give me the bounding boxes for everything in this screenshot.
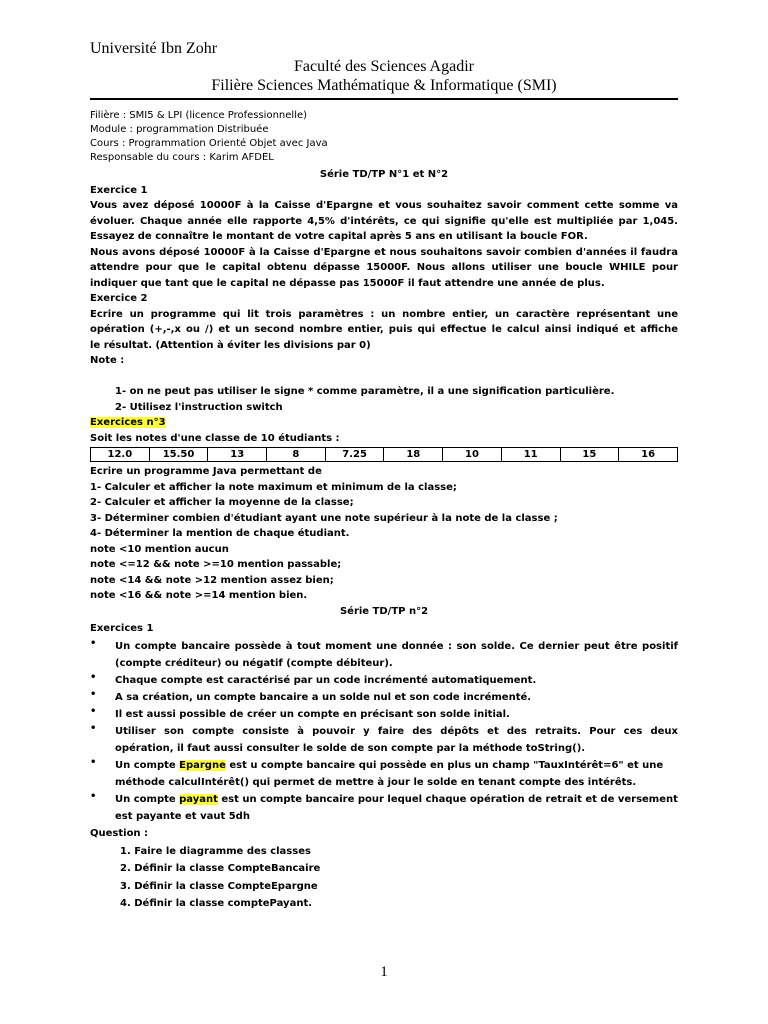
exercise3-line: note <=12 && note >=10 mention passable; — [90, 559, 342, 570]
serie1-title: Série TD/TP N°1 et N°2 — [319, 169, 449, 180]
course-meta — [90, 109, 328, 165]
bullet-item — [90, 689, 678, 706]
exercise2-line: Ecrire un programme qui lit trois paramètres : un nombre entier, un caractère représentant une — [90, 308, 678, 320]
grade-cell: 18 — [384, 448, 443, 462]
note-item: 1- on ne peut pas utiliser le signe * comme paramètre, il a une signification particulière. — [115, 386, 615, 397]
exercise3-title: Exercices n°3 — [90, 417, 166, 428]
grade-cell: 15 — [560, 448, 619, 462]
exercise1-line: indiquer que tant que le capital ne dépasse pas 15000F il faut attendre une année de plus. — [90, 277, 605, 289]
blank-line — [90, 369, 678, 385]
exercise1-title: Exercice 1 — [90, 184, 148, 196]
grade-cell: 15.50 — [149, 448, 208, 462]
bullet-dot: • — [90, 706, 97, 717]
exercise1-line: évoluer. Chaque année elle rapporte 4,5% d'intérêts, ce qui signifie qu'elle est multipliée par 1,045. — [90, 215, 678, 227]
question-item: 3. Définir la classe CompteEpargne — [120, 880, 318, 892]
page-number: 1 — [380, 964, 388, 980]
highlight-epargne: Epargne — [179, 760, 226, 771]
note-item: 2- Utilisez l'instruction switch — [115, 401, 283, 413]
bullet-item — [90, 723, 678, 757]
filiere-name: Filière Sciences Mathématique & Informatique (SMI) — [211, 77, 557, 94]
exercise3-line: 1- Calculer et afficher la note maximum et minimum de la classe; — [90, 481, 457, 493]
bullet-item — [90, 638, 678, 672]
grade-cell: 10 — [443, 448, 502, 462]
note-label: Note : — [90, 355, 125, 366]
bullet-dot: • — [90, 638, 97, 649]
bullet-text: est u compte bancaire qui possède en plus un champ "TauxIntérêt=6" et une — [225, 760, 664, 771]
exercise3-line: Ecrire un programme Java permettant de — [90, 466, 322, 477]
exercise3-line: note <10 mention aucun — [90, 543, 229, 555]
bullet-line: est payante et vaut 5dh — [115, 811, 250, 822]
bullet-dot: • — [90, 672, 97, 683]
bullet-line: méthode calculIntérêt() qui permet de mettre à jour le solde en tenant compte des intérêts. — [115, 777, 637, 788]
grade-cell: 7.25 — [325, 448, 384, 462]
bullet-line: A sa création, un compte bancaire a un solde nul et son code incrémenté. — [115, 692, 532, 703]
exercise1-line: attendre pour que le capital obtenu dépasse 15000F. Nous allons utiliser une boucle WHILE pour — [90, 262, 678, 273]
grade-cell: 11 — [501, 448, 560, 462]
bullet-line: (compte créditeur) ou négatif (compte débiteur). — [115, 658, 393, 669]
exercise3-line: 4- Déterminer la mention de chaque étudiant. — [90, 528, 350, 539]
question-item: 4. Définir la classe comptePayant. — [120, 897, 313, 909]
grades-row — [91, 448, 678, 462]
exercise3-line: 3- Déterminer combien d'étudiant ayant une note supérieur à la note de la classe ; — [90, 512, 558, 524]
meta-module: Module : programmation Distribuée — [90, 124, 269, 135]
bullet-dot: • — [90, 723, 97, 734]
exercise2-line: opération (+,-,x ou /) et un second nombre entier, puis qui effectue le calcul ainsi indiqué et affiche — [90, 324, 678, 335]
document-body — [90, 167, 678, 912]
grade-cell: 16 — [619, 448, 678, 462]
exercise1-line: Essayez de connaître le montant de votre capital après 5 ans en utilisant la boucle FOR. — [90, 231, 588, 242]
bullet-line: Il est aussi possible de créer un compte en précisant son solde initial. — [115, 709, 510, 720]
university-name: Université Ibn Zohr — [90, 40, 218, 57]
bullet-line: opération, il faut aussi consulter le solde de son compte par la méthode toString(). — [115, 743, 586, 754]
header-rule — [90, 98, 678, 100]
meta-filiere: Filière : SMI5 & LPI (licence Professionnelle) — [90, 110, 308, 121]
bullet-line — [115, 791, 678, 808]
question-item: 2. Définir la classe CompteBancaire — [120, 863, 321, 875]
meta-responsable: Responsable du cours : Karim AFDEL — [90, 152, 274, 163]
bullet-line: Un compte bancaire possède à tout moment une donnée : son solde. Ce dernier peut être positif — [115, 641, 678, 652]
exercise2-line: le résultat. (Attention à éviter les divisions par 0) — [90, 339, 371, 351]
bullet-text: est un compte bancaire pour lequel chaque opération de retrait et de versement — [217, 794, 678, 805]
question-item: 1. Faire le diagramme des classes — [120, 846, 311, 857]
question-label: Question : — [90, 828, 149, 839]
highlight-payant: payant — [179, 794, 218, 805]
bullet-line: Utiliser son compte consiste à pouvoir y faire des dépôts et des retraits. Pour ces deux — [115, 726, 678, 737]
serie2-title: Série TD/TP n°2 — [339, 605, 429, 617]
grade-cell: 13 — [208, 448, 267, 462]
bullet-dot: • — [90, 791, 97, 802]
exercise3-line: note <14 && note >12 mention assez bien; — [90, 574, 334, 586]
exercise1-line: Nous avons déposé 10000F à la Caisse d'Epargne et nous souhaitons savoir combien d'années il faudra — [90, 246, 678, 258]
exercise2-title: Exercice 2 — [90, 293, 148, 304]
bullet-text: Un compte — [115, 794, 180, 805]
grade-cell: 12.0 — [91, 448, 150, 462]
meta-cours: Cours : Programmation Orienté Objet avec Java — [90, 138, 328, 149]
faculty-name: Faculté des Sciences Agadir — [294, 58, 474, 75]
bullet-dot: • — [90, 757, 97, 768]
grades-table — [90, 447, 678, 462]
exercise3-title-line — [90, 415, 678, 431]
exercise3-line: 2- Calculer et afficher la moyenne de la classe; — [90, 497, 354, 508]
bullet-line — [115, 757, 678, 774]
bullet-item — [90, 672, 678, 689]
exercise1-line: Vous avez déposé 10000F à la Caisse d'Epargne et vous souhaitez savoir comment cette somme va — [90, 200, 678, 211]
bullet-text: Un compte — [115, 760, 180, 771]
bullet-dot: • — [90, 689, 97, 700]
grade-cell: 8 — [267, 448, 326, 462]
bullet-line: Chaque compte est caractérisé par un code incrémenté automatiquement. — [115, 675, 537, 686]
bullet-item — [90, 791, 678, 825]
exercise3-line: note <16 && note >=14 mention bien. — [90, 590, 308, 601]
serie2-exercise-title: Exercices 1 — [90, 623, 154, 634]
exercise3-intro: Soit les notes d'une classe de 10 étudiants : — [90, 432, 340, 444]
bullet-item — [90, 706, 678, 723]
bullet-item — [90, 757, 678, 791]
